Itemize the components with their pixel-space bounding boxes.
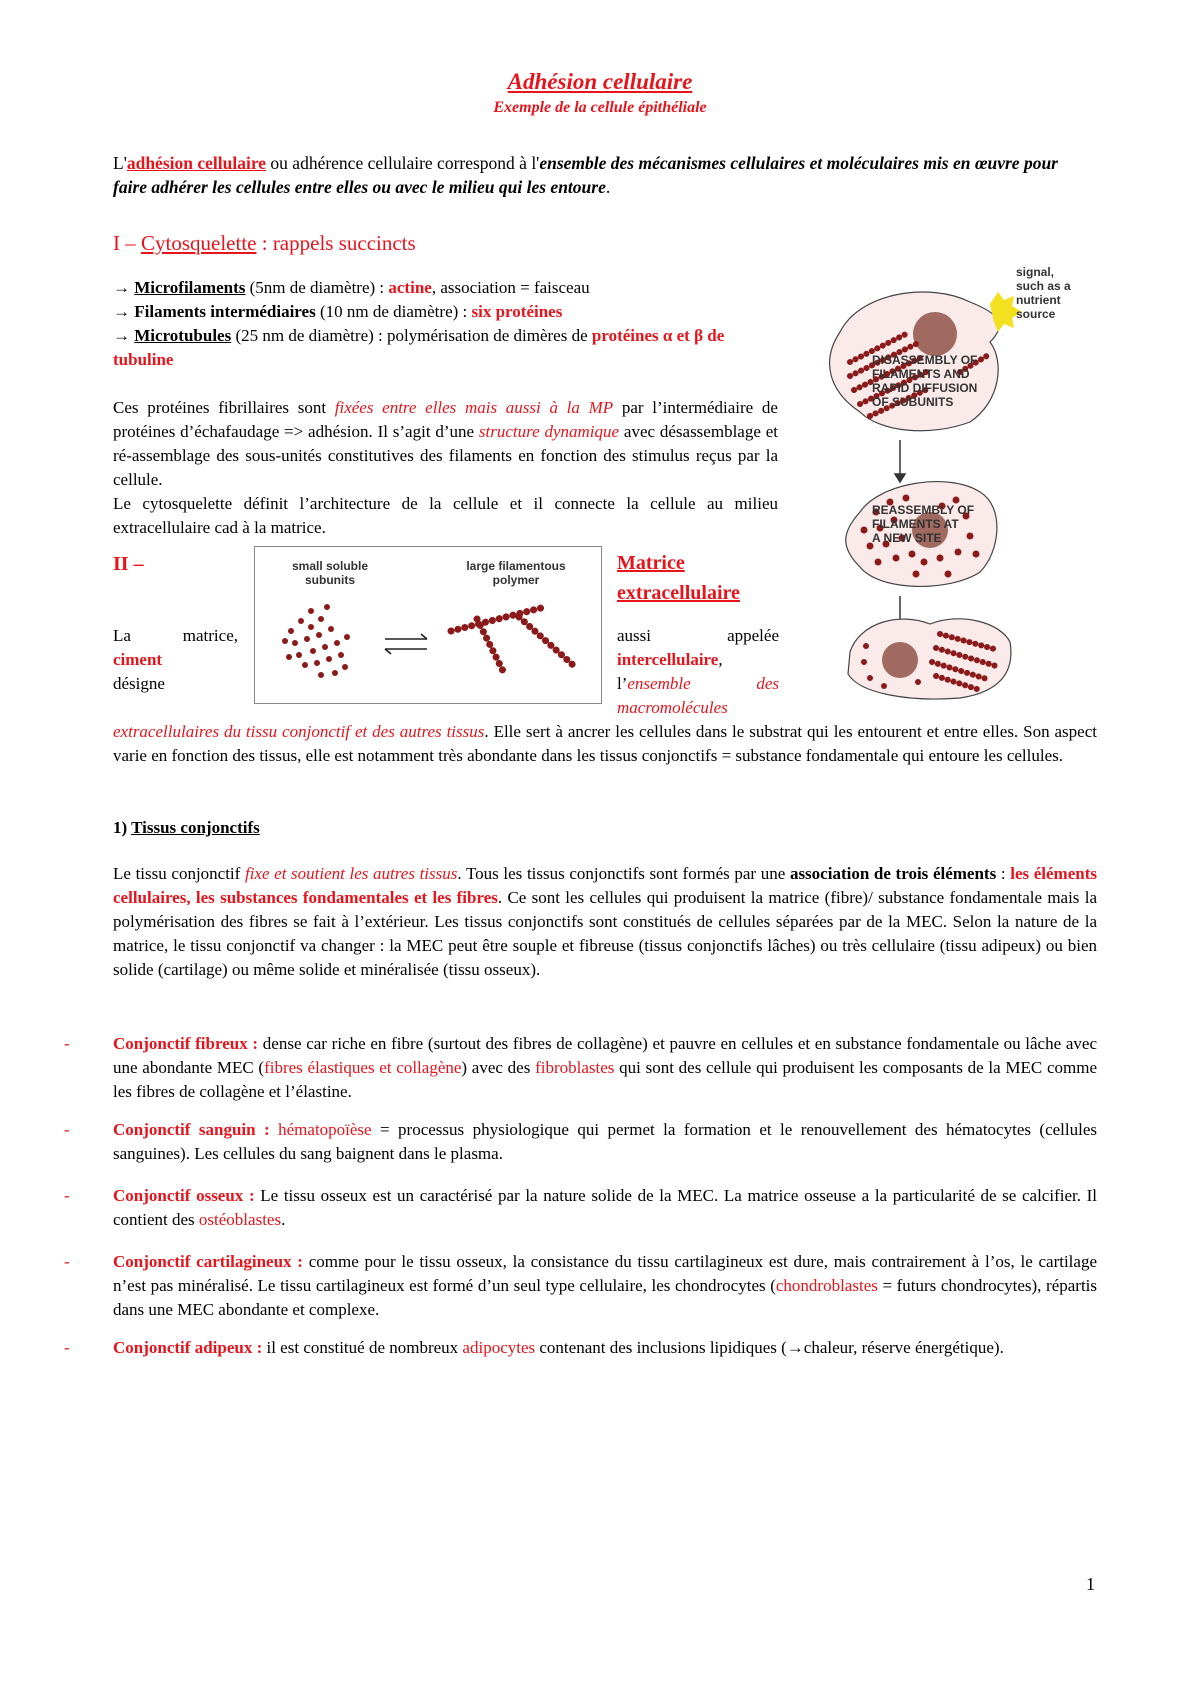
bullet-text: Conjonctif cartilagineux : comme pour le tissu osseux, la consistance du tissu cartilagineux est dure, mais contrairement à l’os, le cartilage n’est pas minéralisé. Le tissu cartilagineux est formé d’un seul type cellulaire, les chondrocytes (chondroblastes = futurs chondrocytes), répartis dans une MEC abondante et complexe. xyxy=(113,1252,1098,1319)
list-item: → Microtubules (25 nm de diamètre) : polymérisation de dimères de protéines α et β de tubuline xyxy=(113,326,725,369)
cell-cytoskeleton-figure xyxy=(820,262,1110,702)
polymerization-diagram xyxy=(255,547,601,703)
bullet-dash: - xyxy=(64,1252,70,1271)
fibrillar-paragraph: Ces protéines fibrillaires sont fixées entre elles mais aussi à la MP par l’intermédiaire de protéines d’échafaudage => adhésion. Il s’agit d’une structure dynamique avec désassemblage et ré-assemblage des sous-unités constitutives des filaments en fonction des stimulus reçus par la cellule. xyxy=(113,398,778,489)
signal-label: signal, such as a nutrient source xyxy=(1016,265,1071,321)
section-heading-prefix: II – xyxy=(113,553,144,575)
subunits-cluster xyxy=(282,604,350,678)
page-number: 1 xyxy=(1086,1574,1095,1594)
matrix-paragraph: extracellulaires du tissu conjonctif et des autres tissus. Elle sert à ancrer les cellules dans le substrat qui les entourent et entre elles. Son aspect varie en fonction des tissus, elle est notamment très abondante dans les tissus conjonctifs = substance fondamentale qui entoure les cellules. xyxy=(113,722,1097,765)
cell-3 xyxy=(848,619,1011,699)
tissue-paragraph: Le tissu conjonctif fixe et soutient les autres tissus. Tous les tissus conjonctifs sont formés par une association de trois éléments : les éléments cellulaires, les substances fondamentales et les fibres. Ce sont les cellules qui produisent la matrice (fibre)/ substance fondamentale mais la polymérisation des fibres se fait à l’extérieur. Les tissus conjonctifs sont constitués de cellules séparées par de la MEC. Selon la nature de la matrice, le tissu conjonctif va changer : la MEC peut être souple et fibreuse (tissus conjonctifs lâches) ou très cellulaire (tissu adipeux) ou bien solide (cartilage) ou même solide et minéralisée (tissu osseux). xyxy=(113,864,1097,979)
bullet-dash: - xyxy=(64,1186,70,1205)
subunits-label: small soluble subunits xyxy=(291,559,369,587)
nucleus-1 xyxy=(913,312,957,356)
arrow-1 xyxy=(895,440,905,482)
list-item: → Microfilaments (5nm de diamètre) : actine, association = faisceau xyxy=(113,278,590,297)
matrix-left-text: La matrice, ciment désigne xyxy=(113,626,238,693)
bullet-dash: - xyxy=(64,1120,70,1139)
intro-term: adhésion cellulaire xyxy=(126,153,267,173)
reassembly-label: REASSEMBLY OF FILAMENTS AT A NEW SITE xyxy=(872,503,975,545)
polymerization-figure xyxy=(254,546,602,704)
list-item: → Filaments intermédiaires (10 nm de diamètre) : six protéines xyxy=(113,302,563,321)
equilibrium-arrows xyxy=(385,634,427,654)
filament-polymer xyxy=(451,607,573,675)
disassembly-label: DISASSEMBLY OF FILAMENTS AND RAPID DIFFUSION OF SUBUNITS xyxy=(872,353,978,409)
intro-paragraph: L'adhésion cellulaire ou adhérence cellulaire correspond à l'ensemble des mécanismes cellulaires et moléculaires mis en œuvre pour faire adhérer les cellules entre elles ou avec le milieu qui les entoure. xyxy=(113,153,1058,197)
polymer-label: large filamentous polymer xyxy=(466,559,566,587)
page-title: Adhésion cellulaire xyxy=(507,69,693,94)
matrix-right-text: aussi appelée intercellulaire, l’ensemble des macromolécules xyxy=(617,626,779,717)
cytosquelette-paragraph: Le cytosquelette définit l’architecture de la cellule et il connecte la cellule au milieu extracellulaire cad à la matrice. xyxy=(113,494,778,537)
bullet-text: Conjonctif sanguin : hématopoïèse = processus physiologique qui permet la formation et le renouvellement des hématocytes (cellules sanguines). Les cellules du sang baignent dans le plasma. xyxy=(113,1120,1097,1163)
bullet-dash: - xyxy=(64,1338,70,1357)
subsection-heading-tissus: 1) Tissus conjonctifs xyxy=(113,818,260,837)
section-heading-matrice: Matrice extracellulaire xyxy=(617,552,740,604)
section-heading-cytosquelette: I – Cytosquelette : rappels succincts xyxy=(113,231,416,255)
bullet-text: Conjonctif adipeux : il est constitué de nombreux adipocytes contenant des inclusions lipidiques (→chaleur, réserve énergétique). xyxy=(113,1338,1004,1357)
filament-list xyxy=(113,276,778,372)
bullet-dash: - xyxy=(64,1034,70,1053)
bullet-text: Conjonctif fibreux : dense car riche en fibre (surtout des fibres de collagène) et pauvre en cellules et en substance fondamentale ou lâche avec une abondante MEC (fibres élastiques et collagène) avec des fibroblastes qui sont des cellule qui produisent les composants de la MEC comme les fibres de collagène et l’élastine. xyxy=(113,1034,1098,1101)
bullet-text: Conjonctif osseux : Le tissu osseux est un caractérisé par la nature solide de la MEC. La matrice osseuse a la particularité de se calcifier. Il contient des ostéoblastes. xyxy=(113,1186,1097,1229)
nucleus-3 xyxy=(882,642,918,678)
page-subtitle: Exemple de la cellule épithéliale xyxy=(493,99,707,116)
